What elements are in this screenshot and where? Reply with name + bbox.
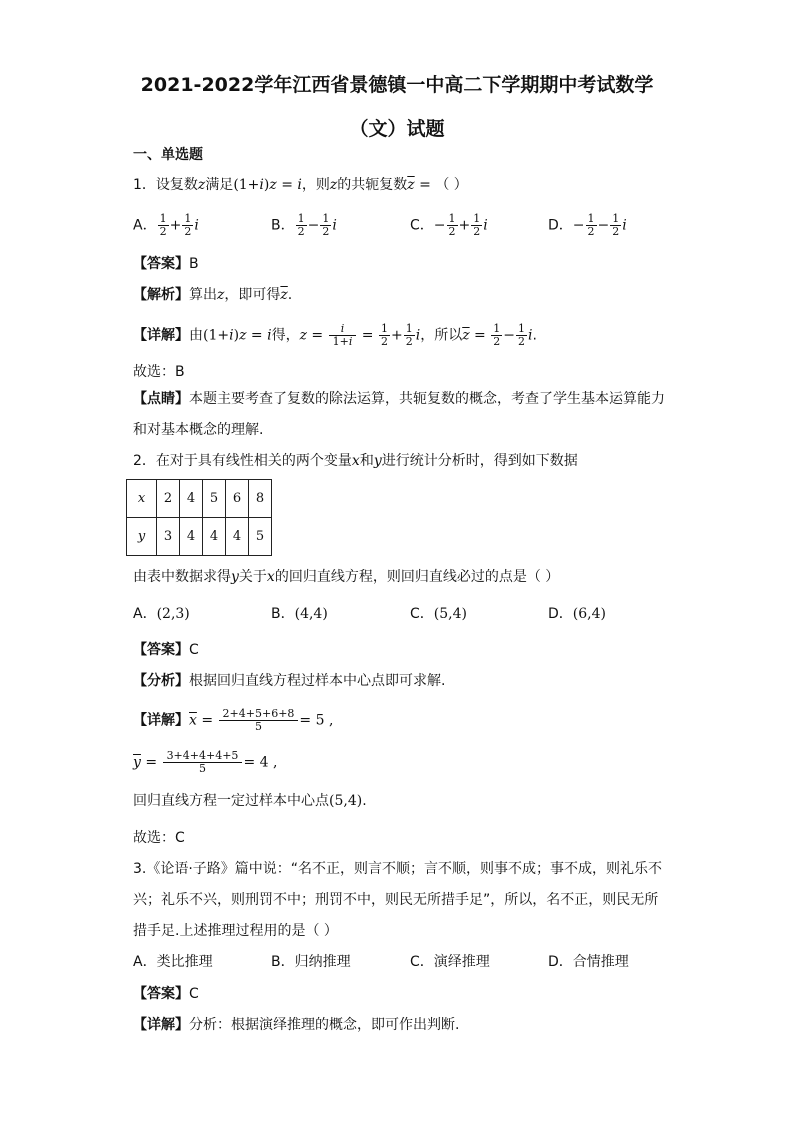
q2-question: 由表中数据求得y关于x的回归直线方程，则回归直线必过的点是（ ） bbox=[133, 569, 560, 585]
q2-option-d: D．(6,4) bbox=[548, 606, 606, 622]
page-subtitle: （文）试题 bbox=[349, 118, 445, 140]
q1-detail: 【详解】由(1+i)z = i得，z = $\frac{i}{1+i}$ = $\frac{1}{2}$ + $\frac{1}{2}$ i，所以$\overline{z}$ = $\frac{1}{2}$ − $\frac{1}{2}$ i. bbox=[133, 322, 537, 348]
table-row-x bbox=[127, 480, 272, 518]
q2-stem: 2．在对于具有线性相关的两个变量x和y进行统计分析时，得到如下数据 bbox=[133, 453, 578, 469]
q2-option-b: B．(4,4) bbox=[271, 606, 328, 622]
table-cell: 3 bbox=[157, 518, 180, 556]
table-cell: 6 bbox=[226, 480, 249, 518]
table-cell: 4 bbox=[180, 480, 203, 518]
table-cell: 5 bbox=[203, 480, 226, 518]
table-cell: 4 bbox=[203, 518, 226, 556]
section-heading: 一、单选题 bbox=[133, 147, 203, 163]
q1-option-a: A． $\frac{1}{2}$ + $\frac{1}{2}$ i bbox=[133, 212, 199, 238]
q2-analysis: 【分析】根据回归直线方程过样本中心点即可求解. bbox=[133, 673, 446, 689]
q1-comment-line1: 【点睛】本题主要考查了复数的除法运算，共轭复数的概念，考查了学生基本运算能力 bbox=[133, 391, 665, 407]
q3-stem-line2: 兴；礼乐不兴，则刑罚不中；刑罚不中，则民无所措手足”，所以，名不正，则民无所 bbox=[133, 892, 659, 908]
q3-stem-line3: 措手足.上述推理过程用的是（ ） bbox=[133, 923, 338, 939]
q1-answer: 【答案】B bbox=[133, 256, 199, 272]
q1-option-d: D．− $\frac{1}{2}$ − $\frac{1}{2}$ i bbox=[548, 212, 627, 238]
q2-option-c: C．(5,4) bbox=[410, 606, 467, 622]
q2-option-a: A．(2,3) bbox=[133, 606, 190, 622]
q3-stem-line1: 3.《论语·子路》篇中说：“名不正，则言不顺；言不顺，则事不成；事不成，则礼乐不 bbox=[133, 861, 663, 877]
q3-answer: 【答案】C bbox=[133, 986, 199, 1002]
q3-option-d: D．合情推理 bbox=[548, 954, 629, 970]
q2-detail-ybar: $\overline{y}$ = $\frac{3+4+4+4+5}{5}$ = 4 , bbox=[133, 749, 278, 775]
q2-answer: 【答案】C bbox=[133, 642, 199, 658]
q3-option-a: A．类比推理 bbox=[133, 954, 213, 970]
q1-comment-line2: 和对基本概念的理解. bbox=[133, 422, 264, 438]
q2-detail-xbar: 【详解】$\overline{x}$ = $\frac{2+4+5+6+8}{5}$ = 5 , bbox=[133, 707, 334, 733]
table-cell: 2 bbox=[157, 480, 180, 518]
table-cell: 8 bbox=[249, 480, 272, 518]
table-row-y bbox=[127, 518, 272, 556]
page-title: 2021-2022学年江西省景德镇一中高二下学期期中考试数学 bbox=[140, 74, 654, 96]
table-header-y: y bbox=[127, 518, 157, 556]
table-cell: 5 bbox=[249, 518, 272, 556]
q2-data-table bbox=[126, 479, 272, 556]
q2-choose: 故选：C bbox=[133, 830, 185, 846]
q1-option-b: B． $\frac{1}{2}$ − $\frac{1}{2}$ i bbox=[271, 212, 337, 238]
table-cell: 4 bbox=[226, 518, 249, 556]
q1-choose: 故选：B bbox=[133, 364, 185, 380]
q1-option-c: C．− $\frac{1}{2}$ + $\frac{1}{2}$ i bbox=[410, 212, 488, 238]
q1-analysis: 【解析】算出z，即可得$\overline{z}$. bbox=[133, 287, 293, 303]
q1-stem: 1．设复数z满足(1+i)z = i，则z的共轭复数$\overline{z}$ = （ ） bbox=[133, 177, 468, 193]
q2-center-point: 回归直线方程一定过样本中心点(5,4). bbox=[133, 793, 367, 809]
table-cell: 4 bbox=[180, 518, 203, 556]
table-header-x: x bbox=[127, 480, 157, 518]
q3-option-c: C．演绎推理 bbox=[410, 954, 490, 970]
q3-detail: 【详解】分析：根据演绎推理的概念，即可作出判断. bbox=[133, 1017, 460, 1033]
q3-option-b: B．归纳推理 bbox=[271, 954, 351, 970]
